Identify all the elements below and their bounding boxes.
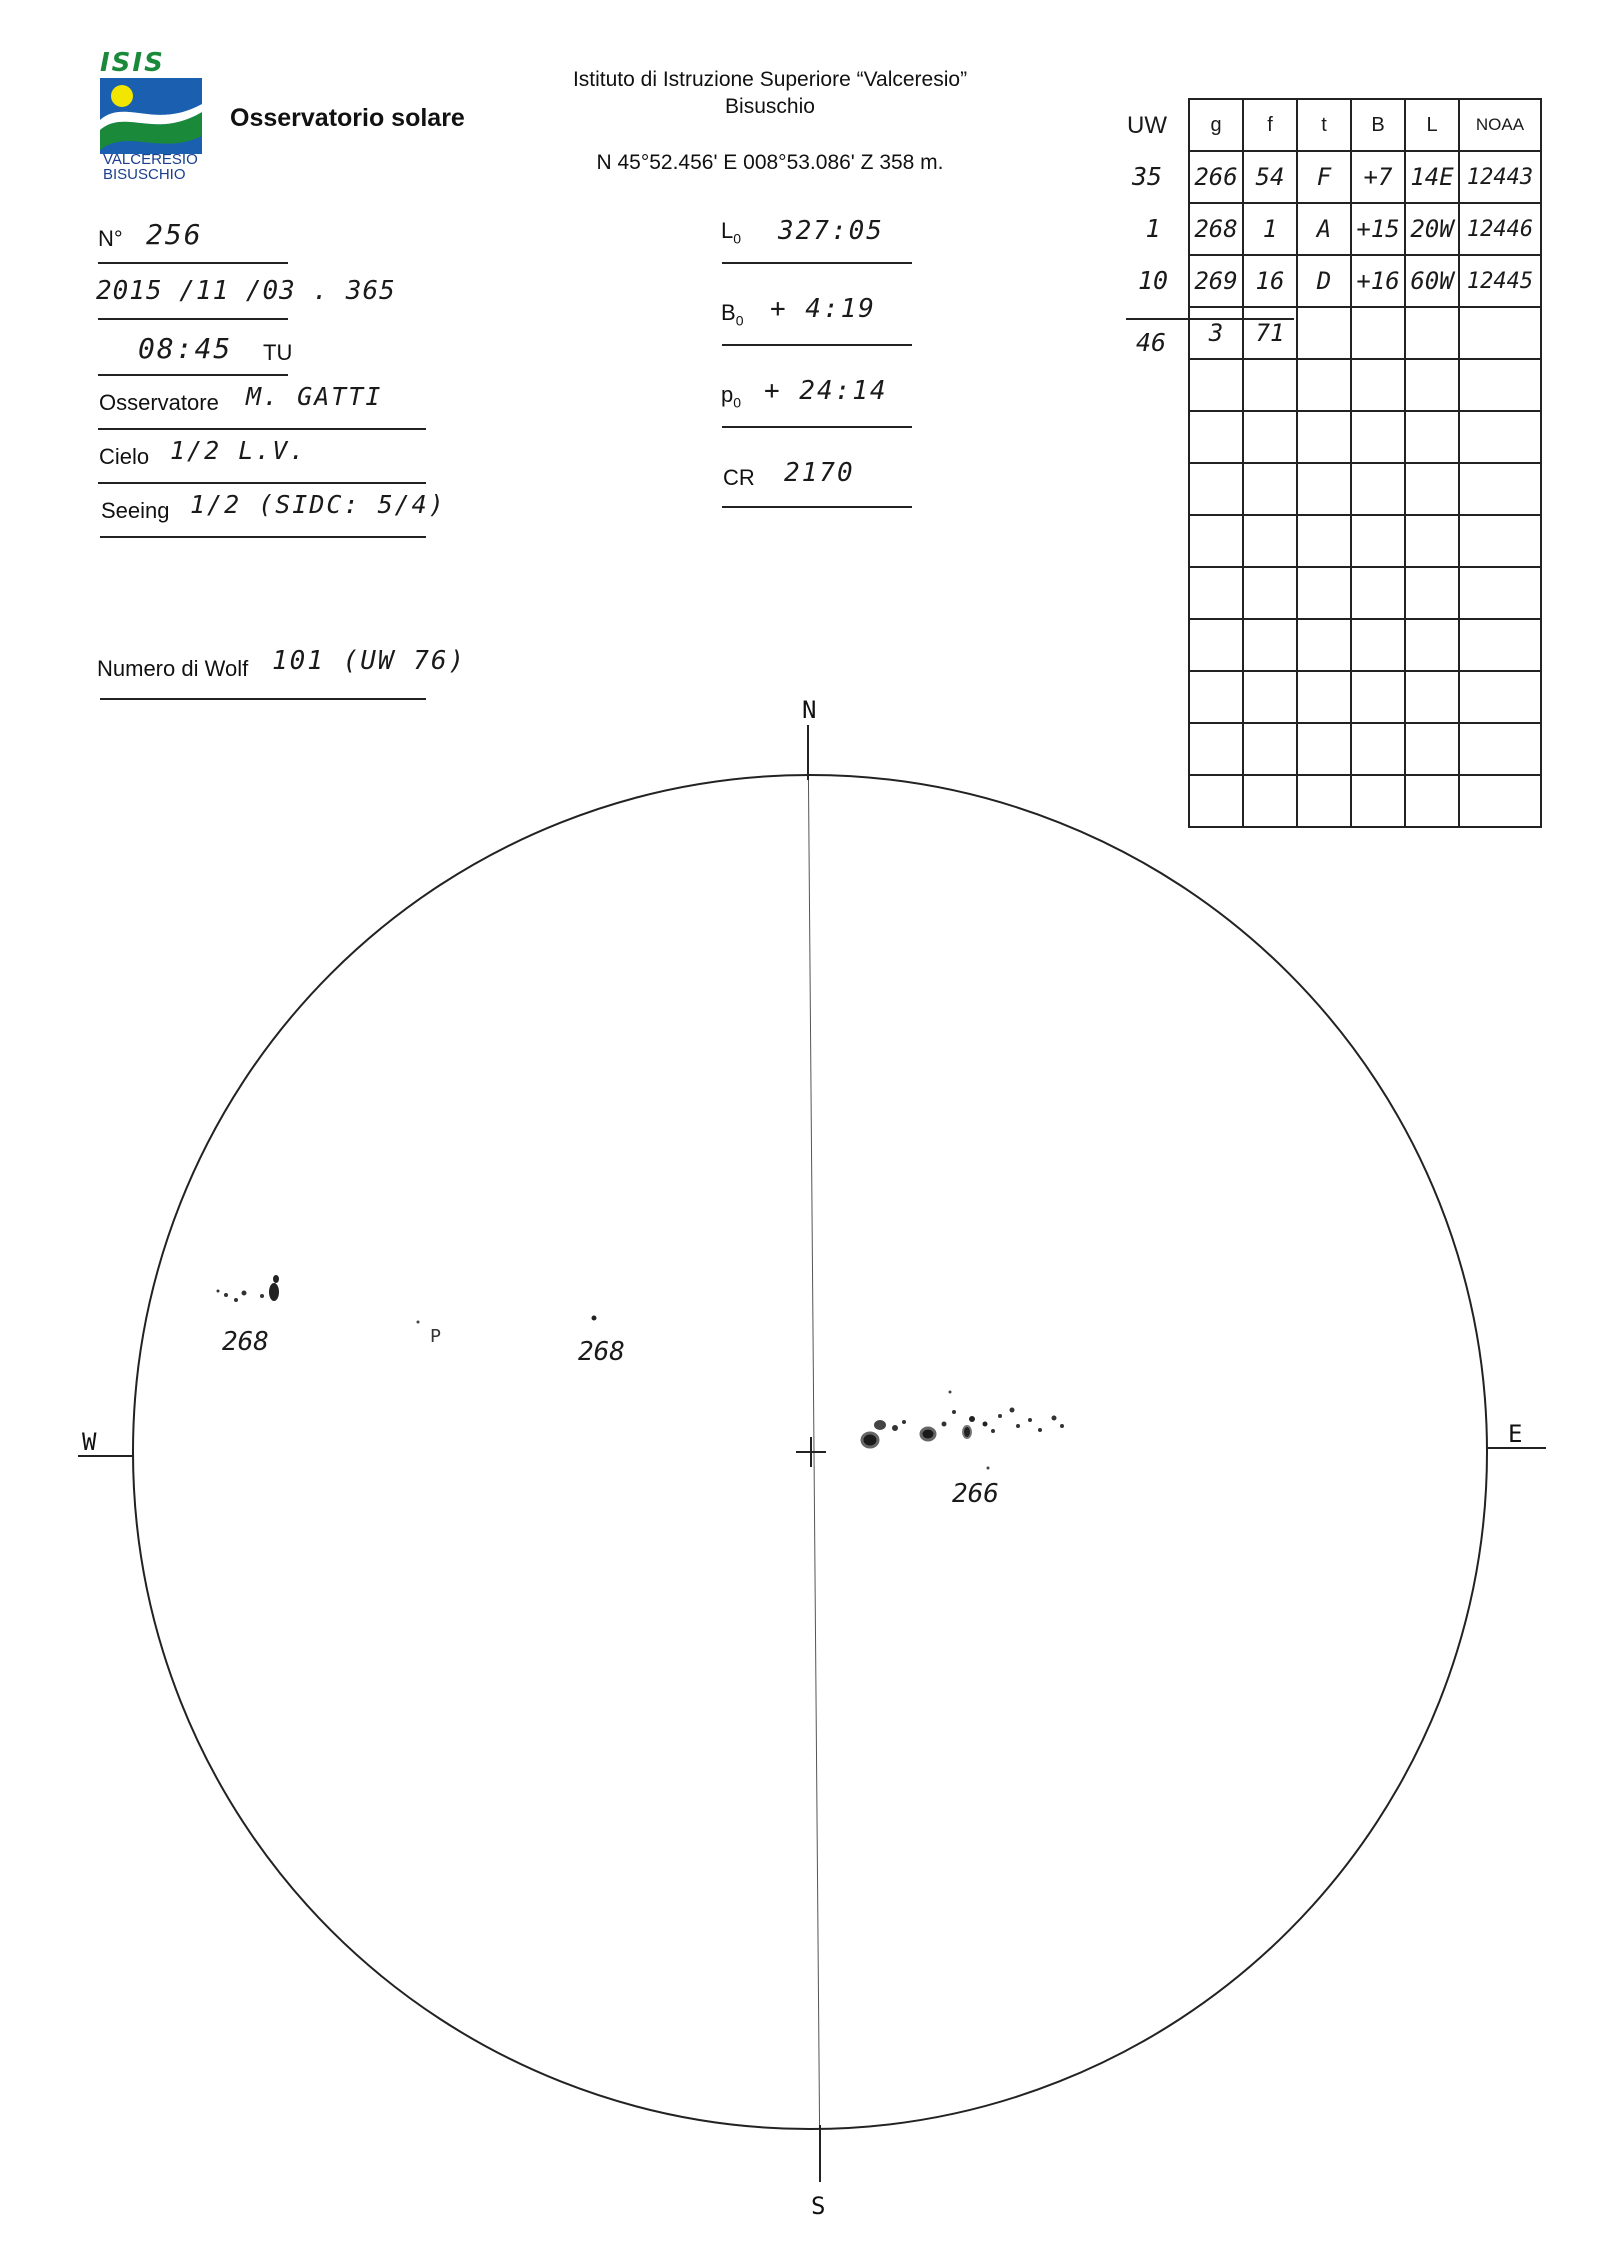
l0-value: 327:05 bbox=[778, 216, 884, 246]
uw-value-3: 10 bbox=[1137, 266, 1169, 295]
cell-l: 14E bbox=[1405, 151, 1459, 203]
cell-f: 1 bbox=[1243, 203, 1297, 255]
cell-g: 269 bbox=[1189, 255, 1243, 307]
wolf-number-value: 101 (UW 76) bbox=[272, 646, 467, 676]
seeing-value: 1/2 (SIDC: 5/4) bbox=[190, 490, 446, 519]
group-label-west: 268 bbox=[578, 1337, 625, 1367]
column-header-t: t bbox=[1297, 99, 1351, 151]
cell-l: 20W bbox=[1405, 203, 1459, 255]
l0-label: $L_0$ bbox=[721, 218, 742, 247]
observer-label: Osservatore bbox=[99, 390, 219, 415]
logo-caption-bisuschio: BISUSCHIO bbox=[103, 166, 186, 183]
sky-value: 1/2 L.V. bbox=[170, 436, 307, 465]
cell-b: +16 bbox=[1351, 255, 1405, 307]
west-label: W bbox=[82, 1428, 97, 1456]
time-unit: TU bbox=[263, 340, 293, 365]
observer-value: M. GATTI bbox=[246, 382, 383, 411]
cell-noaa: 12446 bbox=[1459, 203, 1541, 255]
cell-g: 268 bbox=[1189, 203, 1243, 255]
uw-header: UW bbox=[1127, 112, 1167, 139]
number-value: 256 bbox=[146, 218, 203, 251]
cell-t: F bbox=[1297, 151, 1351, 203]
cell-f: 71 bbox=[1243, 307, 1297, 359]
uw-value-1: 35 bbox=[1131, 162, 1163, 191]
sunspot-group-far-west bbox=[217, 1275, 280, 1302]
cell-t: D bbox=[1297, 255, 1351, 307]
cell-g: 266 bbox=[1189, 151, 1243, 203]
wolf-number-label: Numero di Wolf bbox=[97, 656, 249, 681]
cr-value: 2170 bbox=[784, 458, 855, 488]
b0-label: $B_0$ bbox=[721, 300, 744, 329]
number-label: N° bbox=[98, 226, 123, 251]
column-header-l: L bbox=[1405, 99, 1459, 151]
observatory-title: Osservatorio solare bbox=[230, 104, 465, 132]
cell-f: 16 bbox=[1243, 255, 1297, 307]
b0-value: + 4:19 bbox=[770, 294, 876, 324]
column-header-noaa: NOAA bbox=[1459, 99, 1541, 151]
column-header-b: B bbox=[1351, 99, 1405, 151]
uw-value-2: 1 bbox=[1145, 214, 1161, 243]
cell-f: 54 bbox=[1243, 151, 1297, 203]
cell-l: 60W bbox=[1405, 255, 1459, 307]
school-town: Bisuschio bbox=[725, 95, 815, 118]
cell-b: +7 bbox=[1351, 151, 1405, 203]
east-label: E bbox=[1508, 1420, 1523, 1448]
plage-marker: P bbox=[430, 1326, 441, 1347]
cell-b: +15 bbox=[1351, 203, 1405, 255]
seeing-label: Seeing bbox=[101, 498, 170, 523]
cell-noaa: 12443 bbox=[1459, 151, 1541, 203]
sky-label: Cielo bbox=[99, 444, 150, 469]
plage-dot bbox=[417, 1321, 420, 1324]
cell-noaa: 12445 bbox=[1459, 255, 1541, 307]
group-label-far-west: 268 bbox=[222, 1327, 269, 1357]
time-value: 08:45 bbox=[138, 332, 233, 365]
observatory-coordinates: N 45°52.456' E 008°53.086' Z 358 m. bbox=[596, 151, 944, 174]
south-label: S bbox=[811, 2192, 826, 2220]
cell-t: A bbox=[1297, 203, 1351, 255]
uw-value-total: 46 bbox=[1135, 328, 1167, 357]
column-header-g: g bbox=[1189, 99, 1243, 151]
p0-value: + 24:14 bbox=[764, 376, 888, 406]
school-name: Istituto di Istruzione Superiore “Valceresio” bbox=[572, 68, 968, 91]
group-label-east: 266 bbox=[952, 1479, 999, 1509]
logo-wordmark: ISIS bbox=[100, 48, 165, 78]
logo-caption-valceresio: VALCERESIO bbox=[103, 151, 198, 168]
sunspot-single-west bbox=[592, 1316, 597, 1321]
p0-label: $p_0$ bbox=[721, 382, 742, 411]
cr-label: CR bbox=[723, 465, 755, 490]
date-value: 2015 /11 /03 . 365 bbox=[96, 276, 396, 306]
cell-g: 3 bbox=[1189, 307, 1243, 359]
sunspot-group-east bbox=[862, 1391, 1064, 1470]
column-header-f: f bbox=[1243, 99, 1297, 151]
north-label: N bbox=[802, 696, 817, 724]
